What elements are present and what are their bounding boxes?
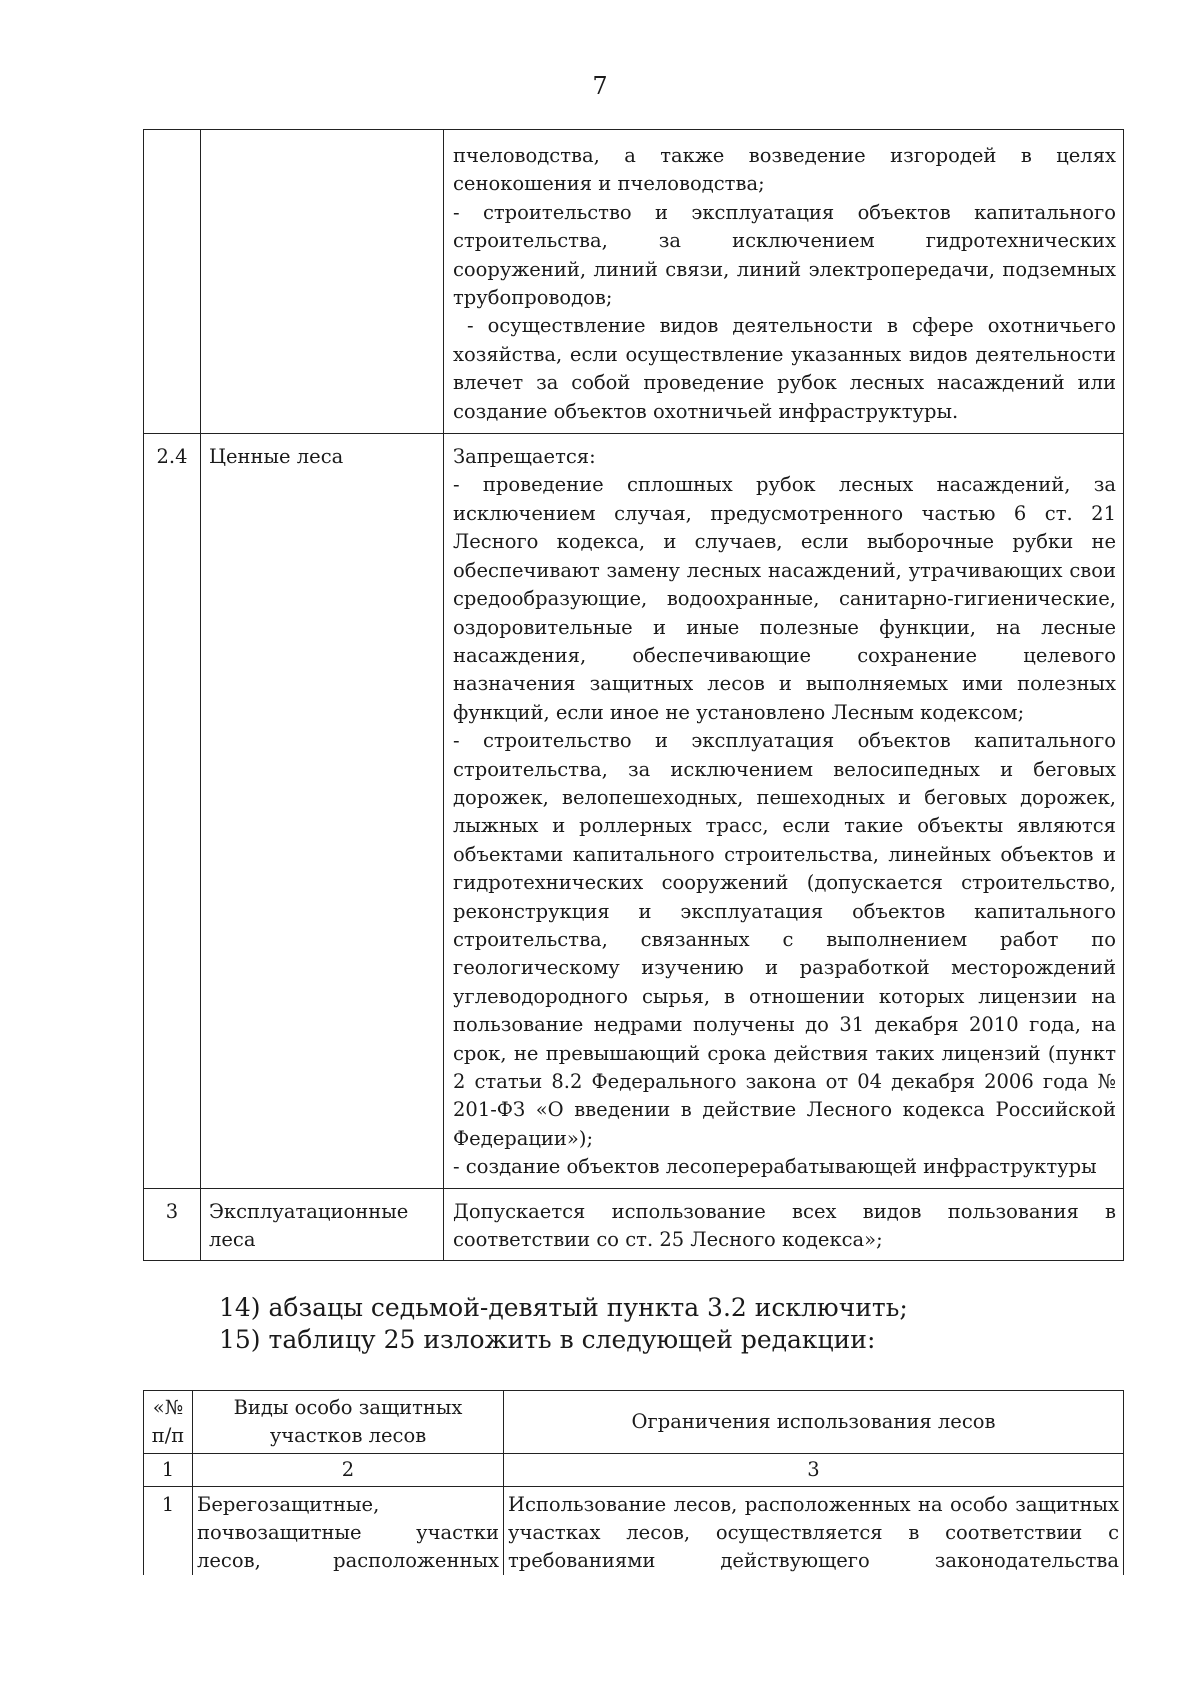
forest-category: [201, 130, 444, 434]
amendment-item-14: 14) абзацы седьмой-девятый пункта 3.2 исключить;: [219, 1293, 908, 1322]
table-25: [143, 1390, 1124, 1575]
restriction-paragraph: - создание объектов лесоперерабатывающей инфраструктуры: [453, 1155, 1097, 1179]
header-row: [144, 1391, 1124, 1454]
restriction-paragraph: - строительство и эксплуатация объектов капитального строительства, за исключением велосипедных и беговых дорожек, велопешеходных, пешеходных и беговых дорожек, лыжных и роллерных трасс, если такие объекты являются объектами капитального строительства, линейных объектов и гидротехнических сооружений (допускается строительство, реконструкция и эксплуатация объектов капитального строительства, связанных с выполнением работ по геологическому изучению и разработкой месторождений углеводородного сырья, в отношении которых лицензии на пользование недрами получены до 31 декабря 2010 года, на срок, не превышающий срока действия таких лицензий (пункт 2 статьи 8.2 Федерального закона от 04 декабря 2006 года № 201-ФЗ «О введении в действие Лесного кодекса Российской Федерации»);: [453, 729, 1116, 1150]
column-number: 1: [144, 1454, 193, 1487]
restriction-line: требованиями действующего законодательства: [508, 1549, 1119, 1572]
restrictions-cell: [444, 1188, 1124, 1261]
forest-restrictions-table: [143, 129, 1124, 1261]
kind-cell: [193, 1487, 504, 1576]
row-number: [144, 130, 201, 434]
page-number: 7: [592, 72, 608, 100]
amendment-item-15: 15) таблицу 25 изложить в следующей редакции:: [219, 1325, 876, 1354]
table-row: [144, 434, 1124, 1189]
column-numbers-row: [144, 1454, 1124, 1487]
forest-category: Ценные леса: [201, 434, 444, 1189]
column-number: 2: [193, 1454, 504, 1487]
kind-line: почвозащитные участки: [197, 1521, 499, 1544]
header-restrictions: Ограничения использования лесов: [504, 1391, 1124, 1454]
restrictions-cell: [444, 130, 1124, 434]
column-number: 3: [504, 1454, 1124, 1487]
row-number: 2.4: [144, 434, 201, 1189]
kind-line: Берегозащитные,: [197, 1493, 380, 1516]
row-number: 1: [144, 1487, 193, 1576]
table-row: [144, 130, 1124, 434]
restriction-line: Использование лесов, расположенных на особо защитных: [508, 1493, 1119, 1516]
restrictions-cell: [444, 434, 1124, 1189]
table-row: [144, 1487, 1124, 1576]
restriction-paragraph: Запрещается:: [453, 445, 596, 469]
forest-category: Эксплуатационные леса: [201, 1188, 444, 1261]
restriction-cell: [504, 1487, 1124, 1576]
restriction-paragraph: пчеловодства, а также возведение изгородей в целях сенокошения и пчеловодства;: [453, 144, 1116, 196]
restriction-paragraph: - проведение сплошных рубок лесных насаждений, за исключением случая, предусмотренного частью 6 ст. 21 Лесного кодекса, и случаев, если выборочные рубки не обеспечивают замену лесных насаждений, утрачивающих свои средообразующие, водоохранные, санитарно-гигиенические, оздоровительные и иные полезные функции, на лесные насаждения, обеспечивающие сохранение целевого назначения защитных лесов и выполняемых ими полезных функций, если иное не установлено Лесным кодексом;: [453, 473, 1116, 724]
restriction-paragraph: - осуществление видов деятельности в сфере охотничьего хозяйства, если осуществление указанных видов деятельности влечет за собой проведение рубок лесных насаждений или создание объектов охотничьей инфраструктуры.: [453, 314, 1123, 423]
restriction-paragraph: - строительство и эксплуатация объектов капитального строительства, за исключением гидротехнических сооружений, линий связи, линий электропередачи, подземных трубопроводов;: [453, 200, 1116, 310]
row-number: 3: [144, 1188, 201, 1261]
kind-line: лесов, расположенных: [197, 1549, 499, 1572]
table-row: [144, 1188, 1124, 1261]
restriction-paragraph: Допускается использование всех видов пользования в соответствии со ст. 25 Лесного кодекса»;: [453, 1199, 1116, 1252]
header-number: «№ п/п: [144, 1391, 193, 1454]
header-kind: Виды особо защитных участков лесов: [193, 1391, 504, 1454]
restriction-line: участках лесов, осуществляется в соответствии с: [508, 1521, 1119, 1544]
